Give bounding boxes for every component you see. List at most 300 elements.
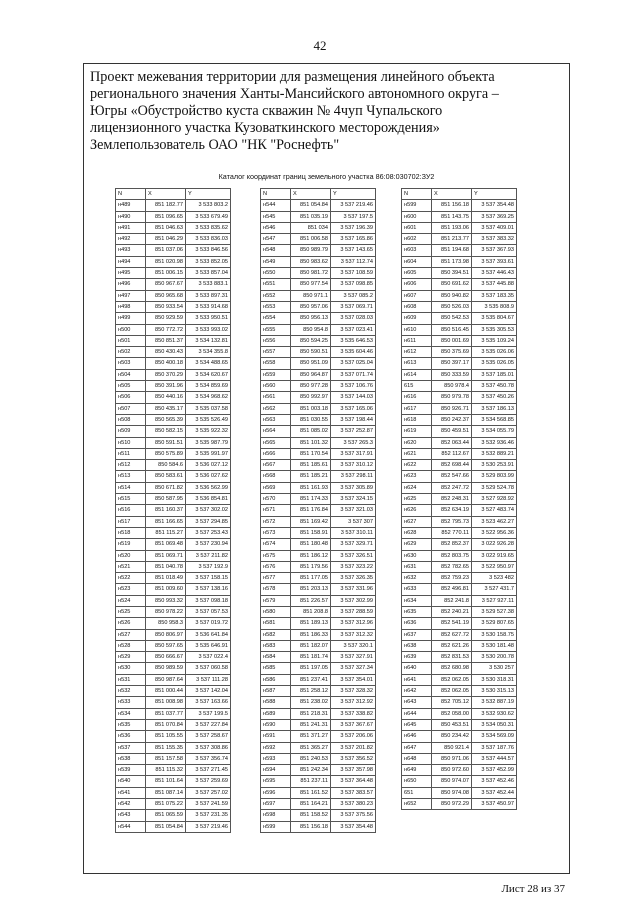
cell-x: 851 237.11 <box>291 776 331 787</box>
cell-y: 3 537 257.02 <box>186 787 231 798</box>
table-row <box>261 448 376 459</box>
table-row <box>402 392 517 403</box>
cell-y: 3 537 445.88 <box>472 279 517 290</box>
cell-x: 852 759.23 <box>432 573 472 584</box>
cell-n: н529 <box>116 652 146 663</box>
table-row <box>116 516 231 527</box>
cell-n: н650 <box>402 776 432 787</box>
cell-n: н613 <box>402 358 432 369</box>
cell-x: 850 951.09 <box>291 358 331 369</box>
cell-x: 851 069.48 <box>146 539 186 550</box>
cell-y: 3 535 026.06 <box>472 347 517 358</box>
cell-x: 850 516.45 <box>432 324 472 335</box>
cell-x: 850 587.95 <box>146 494 186 505</box>
table-row <box>261 222 376 233</box>
cell-x: 851 065.59 <box>146 810 186 821</box>
cell-x: 851 182.07 <box>291 640 331 651</box>
table-row <box>261 606 376 617</box>
cell-n: н518 <box>116 527 146 538</box>
cell-y: 3 537 383.32 <box>472 234 517 245</box>
cell-x: 850 575.89 <box>146 448 186 459</box>
column-header-x: X <box>146 189 186 200</box>
cell-y: 3 537 321.03 <box>331 505 376 516</box>
cell-y: 3 534 620.67 <box>186 369 231 380</box>
cell-y: 3 537 452.46 <box>472 776 517 787</box>
cell-x: 851 173.98 <box>432 256 472 267</box>
cell-n: н519 <box>116 539 146 550</box>
cell-n: н592 <box>261 742 291 753</box>
cell-y: 3 537 331.96 <box>331 584 376 595</box>
cell-n: н568 <box>261 471 291 482</box>
cell-n: н500 <box>116 324 146 335</box>
table-row <box>402 313 517 324</box>
cell-y: 3 537 356.52 <box>331 753 376 764</box>
cell-n: н522 <box>116 573 146 584</box>
cell-y: 3 537 192.9 <box>186 561 231 572</box>
cell-y: 3 537 326.51 <box>331 550 376 561</box>
cell-n: н573 <box>261 527 291 538</box>
cell-n: н503 <box>116 358 146 369</box>
table-row <box>402 742 517 753</box>
cell-n: н624 <box>402 482 432 493</box>
cell-x: 850 459.51 <box>432 426 472 437</box>
column-header-n: N <box>261 189 291 200</box>
table-row <box>116 765 231 776</box>
table-row <box>261 211 376 222</box>
cell-y: 3 537 320.1 <box>331 640 376 651</box>
cell-n: н606 <box>402 279 432 290</box>
cell-x: 850 972.29 <box>432 799 472 810</box>
cell-x: 850 582.15 <box>146 426 186 437</box>
cell-x: 852 782.65 <box>432 561 472 572</box>
table-row <box>402 629 517 640</box>
cell-y: 3 537 252.87 <box>331 426 376 437</box>
cell-n: н617 <box>402 403 432 414</box>
table-row <box>402 301 517 312</box>
table-row <box>261 516 376 527</box>
cell-y: 3 530 318.31 <box>472 674 517 685</box>
cell-y: 3 537 071.74 <box>331 369 376 380</box>
table-row <box>116 234 231 245</box>
cell-n: н510 <box>116 437 146 448</box>
table-row <box>261 765 376 776</box>
cell-x: 850 957.06 <box>291 301 331 312</box>
cell-x: 852 241.8 <box>432 595 472 606</box>
cell-y: 3 537 098.18 <box>186 595 231 606</box>
cell-y: 3 537 367.93 <box>472 245 517 256</box>
cell-x: 851 237.41 <box>291 674 331 685</box>
cell-n: н550 <box>261 268 291 279</box>
cell-n: н611 <box>402 335 432 346</box>
cell-x: 851 180.48 <box>291 539 331 550</box>
table-row <box>116 640 231 651</box>
table-row <box>402 652 517 663</box>
cell-y: 3 537 219.46 <box>331 200 376 211</box>
cell-n: н632 <box>402 573 432 584</box>
cell-x: 850 974.07 <box>432 776 472 787</box>
cell-x: 851 226.57 <box>291 595 331 606</box>
table-row <box>402 471 517 482</box>
cell-y: 3 537 108.59 <box>331 268 376 279</box>
cell-x: 852 705.12 <box>432 697 472 708</box>
cell-y: 3 535 804.67 <box>472 313 517 324</box>
cell-n: н603 <box>402 245 432 256</box>
table-row <box>261 618 376 629</box>
cell-n: н646 <box>402 731 432 742</box>
cell-n: н629 <box>402 539 432 550</box>
cell-n: н608 <box>402 301 432 312</box>
coordinate-table-3 <box>401 188 517 810</box>
cell-y: 3 537 450.26 <box>472 392 517 403</box>
cell-y: 3 529 803.99 <box>472 471 517 482</box>
table-row <box>116 753 231 764</box>
cell-x: 851 197.05 <box>291 663 331 674</box>
cell-y: 3 529 524.78 <box>472 482 517 493</box>
table-row <box>116 584 231 595</box>
cell-y: 3 527 483.74 <box>472 505 517 516</box>
table-row <box>402 539 517 550</box>
cell-n: н531 <box>116 674 146 685</box>
cell-x: 851 158.52 <box>291 810 331 821</box>
table-row <box>261 290 376 301</box>
cell-x: 851 177.05 <box>291 573 331 584</box>
cell-x: 851 193.06 <box>432 222 472 233</box>
cell-n: н544 <box>116 821 146 832</box>
cell-y: 3 537 259.69 <box>186 776 231 787</box>
cell-n: н637 <box>402 629 432 640</box>
cell-x: 852 795.73 <box>432 516 472 527</box>
cell-n: н494 <box>116 256 146 267</box>
cell-x: 850 591.51 <box>146 437 186 448</box>
table-row <box>261 527 376 538</box>
cell-n: н627 <box>402 516 432 527</box>
cell-x: 851 185.61 <box>291 460 331 471</box>
table-row <box>261 335 376 346</box>
table-row <box>116 381 231 392</box>
cell-n: н626 <box>402 505 432 516</box>
cell-y: 3 537 354.48 <box>472 200 517 211</box>
cell-x: 851 203.13 <box>291 584 331 595</box>
cell-x: 852 248.31 <box>432 494 472 505</box>
cell-y: 3 534 355.8 <box>186 347 231 358</box>
cell-x: 852 621.26 <box>432 640 472 651</box>
table-row <box>402 584 517 595</box>
cell-y: 3 536 562.99 <box>186 482 231 493</box>
table-row <box>261 313 376 324</box>
cell-y: 3 536 854.81 <box>186 494 231 505</box>
cell-y: 3 533 857.04 <box>186 268 231 279</box>
cell-x: 852 541.19 <box>432 618 472 629</box>
cell-y: 3 536 027.62 <box>186 471 231 482</box>
cell-y: 3 534 968.62 <box>186 392 231 403</box>
cell-y: 3 533 914.68 <box>186 301 231 312</box>
cell-x: 850 972.60 <box>432 765 472 776</box>
cell-y: 3 533 679.49 <box>186 211 231 222</box>
cell-n: н635 <box>402 606 432 617</box>
cell-x: 851 181.74 <box>291 652 331 663</box>
table-row <box>402 776 517 787</box>
cell-y: 3 534 055.79 <box>472 426 517 437</box>
cell-y: 3 537 327.34 <box>331 663 376 674</box>
cell-y: 3 537 364.48 <box>331 776 376 787</box>
cell-n: н492 <box>116 234 146 245</box>
cell-x: 851 143.75 <box>432 211 472 222</box>
cell-x: 852 547.66 <box>432 471 472 482</box>
cell-n: н543 <box>116 810 146 821</box>
cell-y: 3 537 294.85 <box>186 516 231 527</box>
cell-x: 851 160.37 <box>146 505 186 516</box>
table-row <box>116 810 231 821</box>
cell-n: н621 <box>402 448 432 459</box>
cell-y: 3 022 926.28 <box>472 539 517 550</box>
cell-x: 850 583.61 <box>146 471 186 482</box>
table-row <box>402 527 517 538</box>
cell-n: н599 <box>402 200 432 211</box>
table-row <box>402 516 517 527</box>
cell-x: 850 400.18 <box>146 358 186 369</box>
cell-n: н565 <box>261 437 291 448</box>
cell-y: 3 533 993.02 <box>186 324 231 335</box>
cell-x: 851 186.12 <box>291 550 331 561</box>
cell-x: 850 526.03 <box>432 301 472 312</box>
cell-n: н591 <box>261 731 291 742</box>
cell-n: н538 <box>116 753 146 764</box>
table-row <box>402 324 517 335</box>
table-row <box>261 629 376 640</box>
cell-y: 3 535 922.32 <box>186 426 231 437</box>
sheet-label: Лист 28 из 37 <box>501 883 565 895</box>
cell-y: 3 537 185.01 <box>472 369 517 380</box>
cell-x: 850 772.72 <box>146 324 186 335</box>
cell-n: н581 <box>261 618 291 629</box>
cell-y: 3 537 305.89 <box>331 482 376 493</box>
cell-y: 3 535 037.58 <box>186 403 231 414</box>
coordinate-table-2 <box>260 188 376 833</box>
table-row <box>261 731 376 742</box>
cell-y: 3 529 527.38 <box>472 606 517 617</box>
cell-n: н520 <box>116 550 146 561</box>
table-row <box>116 335 231 346</box>
table-row <box>261 392 376 403</box>
cell-x: 850 929.59 <box>146 313 186 324</box>
cell-y: 3 536 027.12 <box>186 460 231 471</box>
table-row <box>261 505 376 516</box>
cell-n: н620 <box>402 437 432 448</box>
table-row <box>116 369 231 380</box>
table-row <box>116 606 231 617</box>
cell-y: 3 537 028.03 <box>331 313 376 324</box>
cell-x: 850 590.51 <box>291 347 331 358</box>
document-heading: Проект межевания территории для размещения линейного объекта регионального значения Ханты-Мансийского автономного округа – Югры «Обустройство куста скважин № 4чуп Чупальского лицензионного участка Кузоваткинского месторождения» Землепользователь ОАО "НК "Роснефть" <box>90 69 499 153</box>
cell-y: 3 537 369.25 <box>472 211 517 222</box>
cell-x: 851 054.84 <box>291 200 331 211</box>
cell-y: 3 535 808.9 <box>472 301 517 312</box>
cell-n: н560 <box>261 381 291 392</box>
cell-y: 3 533 852.05 <box>186 256 231 267</box>
cell-x: 851 161.93 <box>291 482 331 493</box>
cell-n: н549 <box>261 256 291 267</box>
table-row <box>261 268 376 279</box>
cell-n: н648 <box>402 753 432 764</box>
table-row <box>261 279 376 290</box>
cell-y: 3 536 641.84 <box>186 629 231 640</box>
table-row <box>261 550 376 561</box>
cell-y: 3 537 112.74 <box>331 256 376 267</box>
table-row <box>261 708 376 719</box>
cell-y: 3 537 098.85 <box>331 279 376 290</box>
table-row <box>402 731 517 742</box>
cell-n: н634 <box>402 595 432 606</box>
cell-y: 3 532 936.46 <box>472 437 517 448</box>
cell-n: н598 <box>261 810 291 821</box>
cell-y: 3 537 060.58 <box>186 663 231 674</box>
cell-n: н553 <box>261 301 291 312</box>
table-row <box>261 573 376 584</box>
table-row <box>116 301 231 312</box>
cell-n: н555 <box>261 324 291 335</box>
cell-x: 852 062.05 <box>432 686 472 697</box>
cell-n: н563 <box>261 414 291 425</box>
cell-n: н546 <box>261 222 291 233</box>
cell-y: 3 533 836.03 <box>186 234 231 245</box>
table-row <box>116 460 231 471</box>
table-row <box>116 686 231 697</box>
cell-x: 850 987.64 <box>146 674 186 685</box>
cell-y: 3 537 329.71 <box>331 539 376 550</box>
cell-x: 851 189.13 <box>291 618 331 629</box>
cell-n: н517 <box>116 516 146 527</box>
cell-y: 3 537 206.06 <box>331 731 376 742</box>
table-row <box>116 708 231 719</box>
cell-x: 850 981.72 <box>291 268 331 279</box>
cell-y: 3 529 807.65 <box>472 618 517 629</box>
table-row <box>116 403 231 414</box>
cell-x: 852 698.44 <box>432 460 472 471</box>
cell-x: 851 371.27 <box>291 731 331 742</box>
table-row <box>402 222 517 233</box>
cell-y: 3 535 604.46 <box>331 347 376 358</box>
cell-n: н489 <box>116 200 146 211</box>
cell-n: н542 <box>116 799 146 810</box>
table-row <box>261 460 376 471</box>
cell-y: 3 530 181.48 <box>472 640 517 651</box>
cell-n: н633 <box>402 584 432 595</box>
cell-y: 3 535 026.05 <box>472 358 517 369</box>
cell-x: 850 965.68 <box>146 290 186 301</box>
table-row <box>402 211 517 222</box>
cell-n: н593 <box>261 753 291 764</box>
table-row <box>116 821 231 832</box>
table-row <box>116 595 231 606</box>
table-row <box>261 719 376 730</box>
cell-n: н539 <box>116 765 146 776</box>
cell-x: 851 020.98 <box>146 256 186 267</box>
cell-x: 851 179.56 <box>291 561 331 572</box>
cell-n: н547 <box>261 234 291 245</box>
cell-n: н495 <box>116 268 146 279</box>
cell-x: 850 978.4 <box>432 381 472 392</box>
cell-x: 850 565.39 <box>146 414 186 425</box>
cell-x: 850 933.54 <box>146 301 186 312</box>
table-row <box>116 697 231 708</box>
cell-x: 851 115.27 <box>146 527 186 538</box>
cell-y: 3 537 356.74 <box>186 753 231 764</box>
table-row <box>116 731 231 742</box>
cell-n: н533 <box>116 697 146 708</box>
page-number: 42 <box>313 38 327 53</box>
table-row <box>261 200 376 211</box>
cell-y: 3 537 302.99 <box>331 595 376 606</box>
cell-x: 851 218.31 <box>291 708 331 719</box>
cell-y: 3 533 803.2 <box>186 200 231 211</box>
table-row <box>402 460 517 471</box>
cell-x: 850 542.53 <box>432 313 472 324</box>
cell-y: 3 535 109.24 <box>472 335 517 346</box>
table-row <box>116 787 231 798</box>
table-row <box>261 471 376 482</box>
cell-x: 851 046.29 <box>146 234 186 245</box>
cell-y: 3 535 991.97 <box>186 448 231 459</box>
cell-y: 3 535 646.53 <box>331 335 376 346</box>
cell-y: 3 537 307 <box>331 516 376 527</box>
table-row <box>261 742 376 753</box>
cell-n: н588 <box>261 697 291 708</box>
cell-y: 3 537 241.59 <box>186 799 231 810</box>
cell-n: н548 <box>261 245 291 256</box>
table-row <box>116 200 231 211</box>
cell-y: 3 537 357.98 <box>331 765 376 776</box>
cell-x: 850 001.69 <box>432 335 472 346</box>
cell-y: 3 537 288.59 <box>331 606 376 617</box>
cell-y: 3 537 143.65 <box>331 245 376 256</box>
cell-y: 3 537 165.86 <box>331 234 376 245</box>
cell-y: 3 537 326.35 <box>331 573 376 584</box>
coordinate-table-1 <box>115 188 231 833</box>
column-header-x: X <box>432 189 472 200</box>
table-row <box>261 494 376 505</box>
table-row <box>261 381 376 392</box>
cell-y: 3 527 928.92 <box>472 494 517 505</box>
cell-y: 3 537 446.43 <box>472 268 517 279</box>
cell-x: 851 194.68 <box>432 245 472 256</box>
cell-x: 850 671.82 <box>146 482 186 493</box>
cell-x: 851 156.18 <box>291 821 331 832</box>
cell-x: 850 234.42 <box>432 731 472 742</box>
table-header-row <box>261 189 376 200</box>
table-row <box>402 505 517 516</box>
column-header-x: X <box>291 189 331 200</box>
table-row <box>402 369 517 380</box>
cell-x: 852 680.98 <box>432 663 472 674</box>
cell-y: 3 537 106.76 <box>331 381 376 392</box>
cell-x: 852 803.75 <box>432 550 472 561</box>
column-header-n: N <box>116 189 146 200</box>
cell-x: 850 983.62 <box>291 256 331 267</box>
table-row <box>402 663 517 674</box>
cell-x: 850 921.4 <box>432 742 472 753</box>
cell-y: 3 522 950.97 <box>472 561 517 572</box>
cell-n: н644 <box>402 708 432 719</box>
table-row <box>261 810 376 821</box>
table-row <box>116 347 231 358</box>
table-row <box>402 494 517 505</box>
cell-x: 850 333.59 <box>432 369 472 380</box>
table-row <box>402 697 517 708</box>
table-row <box>402 335 517 346</box>
table-row <box>116 482 231 493</box>
cell-x: 852 247.72 <box>432 482 472 493</box>
table-row <box>402 268 517 279</box>
